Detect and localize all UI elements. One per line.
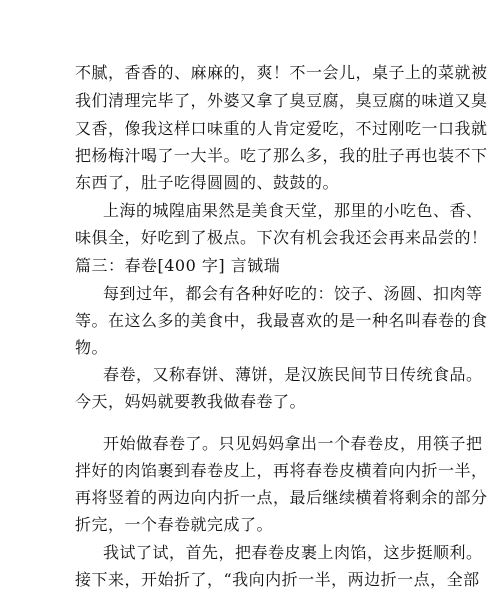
text-line: 折完，一个春卷就完成了。 [75, 515, 274, 534]
text-line: 接下来，开始折了，“我向内折一半，两边折一点，全部 [75, 570, 480, 589]
text-line: 上海的城隍庙果然是美食天堂，那里的小吃色、香、 [103, 201, 483, 220]
text-line: 每到过年，都会有各种好吃的：饺子、汤圆、扣肉等 [103, 284, 483, 303]
text-line: 等。在这么多的美食中，我最喜欢的是一种名叫春卷的食 [75, 311, 488, 330]
text-line: 今天，妈妈就要教我做春卷了。 [75, 392, 307, 411]
text-line: 不腻，香香的、麻麻的，爽！不一会儿，桌子上的菜就被 [75, 63, 488, 82]
section-heading: 篇三：春卷[400 字] 言铖瑞 [75, 256, 281, 275]
text-line: 又香，像我这样口味重的人肯定爱吃，不过刚吃一口我就 [75, 119, 488, 138]
text-line: 春卷，又称春饼、薄饼，是汉族民间节日传统食品。 [103, 365, 483, 384]
text-line: 开始做春卷了。只见妈妈拿出一个春卷皮，用筷子把 [103, 434, 483, 453]
text-line: 把杨梅汁喝了一大半。吃了那么多，我的肚子再也装不下 [75, 146, 488, 165]
text-line: 味俱全，好吃到了极点。下次有机会我还会再来品尝的！ [75, 228, 488, 247]
text-line: 再将竖着的两边向内折一点，最后继续横着将剩余的部分 [75, 488, 488, 507]
text-line: 我试了试，首先，把春卷皮裹上肉馅，这步挺顺利。 [103, 543, 483, 562]
text-line: 东西了，肚子吃得圆圆的、鼓鼓的。 [75, 173, 340, 192]
text-line: 拌好的肉馅裹到春卷皮上，再将春卷皮横着向内折一半， [75, 461, 488, 480]
text-line: 物。 [75, 338, 109, 357]
text-line: 我们清理完毕了，外婆又拿了臭豆腐，臭豆腐的味道又臭 [75, 91, 488, 110]
